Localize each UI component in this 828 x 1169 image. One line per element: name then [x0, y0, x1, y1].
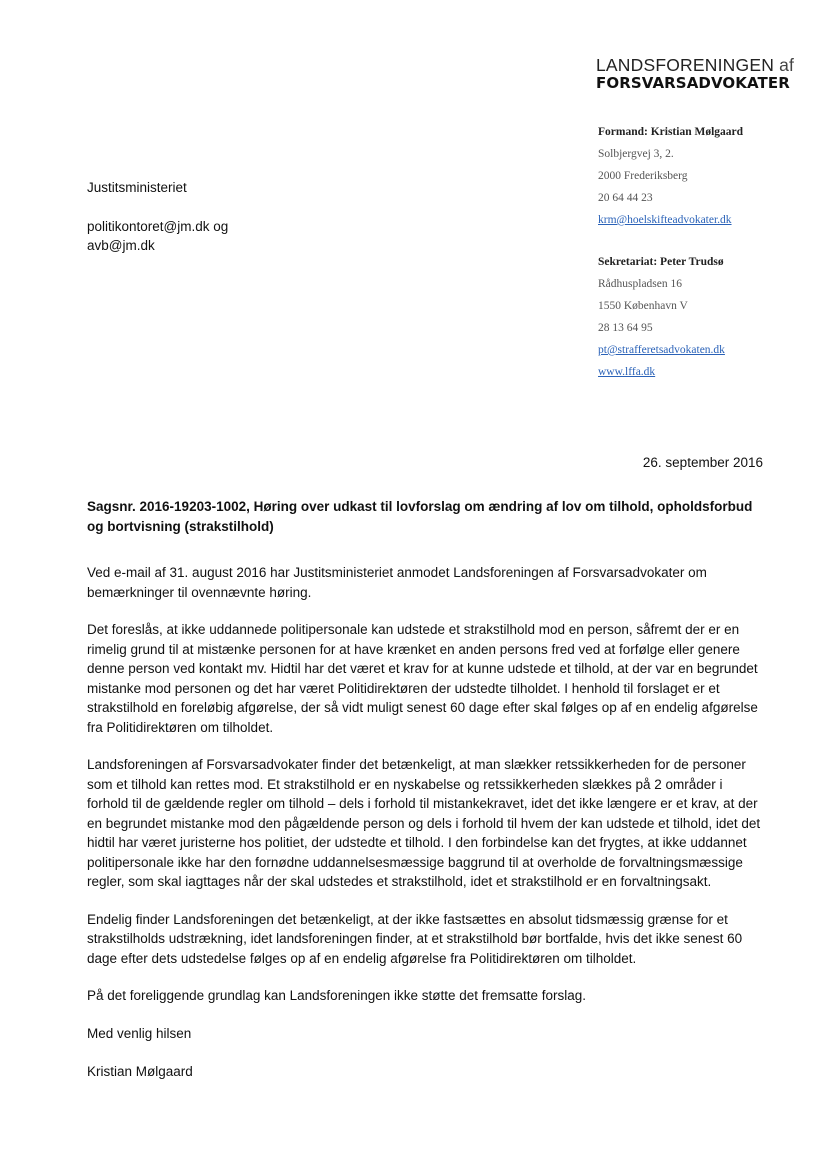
body-paragraph-5: På det foreliggende grundlag kan Landsforeningen ikke støtte det fremsatte forslag.: [87, 988, 587, 1003]
recipient-block: [87, 178, 387, 255]
logo-line-1-main: LANDSFORENINGEN: [596, 55, 775, 75]
chair-heading: Formand: Kristian Mølgaard: [598, 126, 744, 138]
secretariat-email-link[interactable]: pt@strafferetsadvokaten.dk: [598, 344, 725, 356]
recipient-email-line-2: avb@jm.dk: [87, 238, 155, 253]
secretariat-address: Rådhuspladsen 16: [598, 278, 683, 290]
secretariat-heading: Sekretariat: Peter Trudsø: [598, 256, 724, 268]
secretariat-contact-block: [598, 251, 818, 383]
letterhead-logo: [596, 55, 816, 92]
chair-email-link[interactable]: krm@hoelskifteadvokater.dk: [598, 214, 732, 226]
logo-line-1-suffix: af: [774, 55, 795, 75]
letter-subject: Sagsnr. 2016-19203-1002, Høring over udkast til lovforslag om ændring af lov om tilhold, opholdsforbud og bortvisning (strakstilhold): [87, 499, 753, 534]
logo-line-2: FORSVARSADVOKATER: [596, 74, 790, 92]
recipient-name: Justitsministeriet: [87, 180, 187, 195]
logo-line-1: [596, 55, 816, 75]
chair-contact-block: [598, 121, 818, 231]
recipient-email-line-1: politikontoret@jm.dk og: [87, 219, 229, 234]
secretariat-phone: 28 13 64 95: [598, 322, 653, 334]
secretariat-city: 1550 København V: [598, 300, 688, 312]
body-paragraph-3: Landsforeningen af Forsvarsadvokater finder det betænkeligt, at man slækker retssikkerheden for de personer som et tilhold kan rettes mod. Et strakstilhold er en nyskabelse og retssikkerheden slækkes på 2 områder i forhold til de gældende regler om tilhold – dels i forhold til mistankekravet, idet det ikke længere er et krav, at der en begrundet mistanke mod den pågældende person og dels i forhold til hvem der kan udstede et tilhold, idet det hidtil har været juristerne hos politiet, der udstedte et tilhold. I den forbindelse kan det frygtes, at ikke uddannet politipersonale ikke har den fornødne uddannelsesmæssige baggrund til at overholde de forvaltningsmæssige regler, som skal iagttages når der skal udstedes et strakstilhold, idet et strakstilhold er en forvaltningsakt.: [87, 757, 761, 889]
chair-phone: 20 64 44 23: [598, 192, 653, 204]
letter-body: [87, 563, 767, 1082]
body-paragraph-4: Endelig finder Landsforeningen det betænkeligt, at der ikke fastsættes en absolut tidsmæssig grænse for et strakstilholds udstrækning, idet landsforeningen finder, at et strakstilhold bør bortfalde, hvis det ikke senest 60 dage efter dets udstedelse følges op af en endelig afgørelse fra Politidirektøren om tilholdet.: [87, 911, 743, 966]
closing-salutation: Med venlig hilsen: [87, 1025, 192, 1041]
chair-address: Solbjergvej 3, 2.: [598, 148, 674, 160]
body-paragraph-1: Ved e-mail af 31. august 2016 har Justitsministeriet anmodet Landsforeningen af Forsvarsadvokater om bemærkninger til ovennævnte høring.: [87, 565, 707, 600]
letter-date: 26. september 2016: [642, 455, 763, 470]
body-paragraph-2: Det foreslås, at ikke uddannede politipersonale kan udstede et strakstilhold mod en person, såfremt der er en rimelig grund til at mistænke personen for at have krænket en anden persons fred ved at forfølge eller genere denne person ved kontakt mv. Hidtil har det været et krav for at kunne udstede et tilhold, at der var en begrundet mistanke mod personen og det har været Politidirektøren der udstedte tilholdet. I henhold til forslaget er et strakstilhold en foreløbig afgørelse, der så vidt muligt senest 60 dage efter skal følges op af en endelig afgørelse fra Politidirektøren om tilholdet.: [87, 622, 758, 735]
chair-city: 2000 Frederiksberg: [598, 170, 688, 182]
website-link[interactable]: www.lffa.dk: [598, 366, 656, 378]
signature-name: Kristian Mølgaard: [87, 1064, 193, 1079]
